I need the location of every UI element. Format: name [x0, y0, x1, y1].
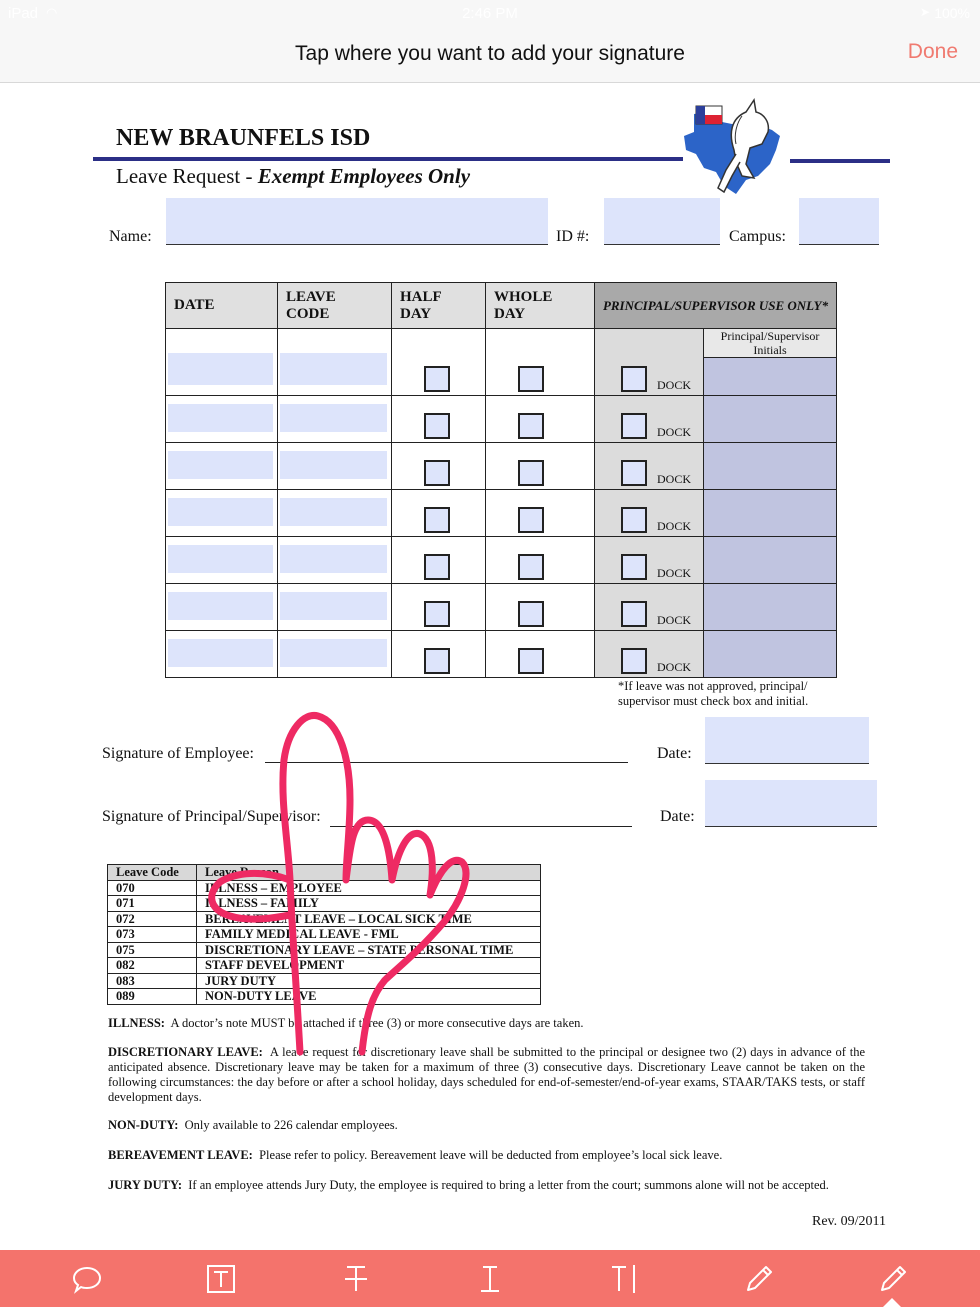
initials-field[interactable] [704, 490, 837, 537]
whole-day-checkbox[interactable] [518, 601, 544, 627]
leave-code-field[interactable] [280, 404, 387, 432]
table-row: 083 JURY DUTY [108, 973, 541, 989]
table-row: 071 ILLNESS – FAMILY [108, 896, 541, 912]
table-row [166, 490, 837, 537]
bereavement-policy: BEREAVEMENT LEAVE: Please refer to policy. Bereavement leave will be deducted from employee’s local sick leave. [108, 1148, 723, 1162]
table-row: 072 BEREAVEMENT LEAVE – LOCAL SICK TIME [108, 911, 541, 927]
text-box-icon[interactable] [204, 1262, 238, 1296]
leave-code-field[interactable] [280, 639, 387, 667]
selected-tool-indicator [883, 1298, 901, 1307]
initials-field[interactable] [704, 537, 837, 584]
comment-icon[interactable] [70, 1262, 104, 1296]
campus-field[interactable] [799, 198, 879, 245]
codes-header-code: Leave Code [108, 865, 197, 881]
nav-title: Tap where you want to add your signature [295, 42, 685, 65]
employee-signature-line[interactable] [265, 762, 628, 763]
name-field[interactable] [166, 198, 548, 245]
dock-checkbox[interactable] [621, 601, 647, 627]
half-day-checkbox[interactable] [424, 601, 450, 627]
whole-day-header: WHOLE DAY [486, 283, 595, 329]
signature-pen-icon[interactable] [876, 1262, 910, 1296]
battery-percent: 100% [934, 5, 970, 21]
half-day-checkbox[interactable] [424, 460, 450, 486]
dock-checkbox[interactable] [621, 366, 647, 392]
dock-checkbox[interactable] [621, 507, 647, 533]
done-button[interactable]: Done [907, 40, 958, 63]
insert-text-icon[interactable] [608, 1262, 642, 1296]
revision-label: Rev. 09/2011 [811, 1214, 886, 1229]
name-label: Name: [109, 228, 152, 245]
employee-signature-label: Signature of Employee: [102, 745, 254, 762]
text-cursor-icon[interactable] [473, 1262, 507, 1296]
whole-day-checkbox[interactable] [518, 413, 544, 439]
date-field[interactable] [168, 639, 273, 667]
pencil-icon[interactable] [742, 1262, 776, 1296]
leave-code-header: LEAVE CODE [278, 283, 392, 329]
initials-field[interactable] [704, 631, 837, 678]
campus-label: Campus: [729, 228, 786, 245]
table-row [166, 443, 837, 490]
dock-checkbox[interactable] [621, 413, 647, 439]
dock-label: DOCK [657, 566, 692, 580]
dock-checkbox[interactable] [621, 460, 647, 486]
initials-field[interactable] [704, 584, 837, 631]
strikethrough-icon[interactable] [339, 1262, 373, 1296]
dock-label: DOCK [657, 378, 692, 392]
document-subtitle: Leave Request - Exempt Employees Only [116, 164, 471, 188]
status-bar [0, 0, 980, 28]
approval-note: *If leave was not approved, principal/ supervisor must check box and initial. [618, 679, 809, 708]
dock-label: DOCK [657, 519, 692, 533]
document-title: NEW BRAUNFELS ISD [116, 125, 371, 151]
leave-codes-table [107, 864, 541, 1005]
whole-day-checkbox[interactable] [518, 366, 544, 392]
table-row [166, 396, 837, 443]
header-rule-right [790, 159, 890, 163]
date-field[interactable] [168, 545, 273, 573]
dock-checkbox[interactable] [621, 554, 647, 580]
supervisor-signature-line[interactable] [330, 826, 632, 827]
dock-checkbox[interactable] [621, 648, 647, 674]
discretionary-policy: DISCRETIONARY LEAVE: A leave request for discretionary leave shall be submitted to the principal or designee two (2) days in advance of the anticipated absence. Discretionary leave may be taken for a maximum of three (3) consecutive days. Discretionary Leave cannot be taken on the following circumstances: the day before or after a school holiday, days scheduled for end-of-semester/end-of-year exams, STAAR/TAKS tests, or staff development days. [108, 1045, 866, 1104]
codes-header-reason: Leave Reason [197, 865, 541, 881]
annotation-toolbar [0, 1250, 980, 1307]
device-label: iPad [8, 5, 39, 22]
date-field[interactable] [168, 498, 273, 526]
initials-field[interactable] [704, 396, 837, 443]
jury-duty-policy: JURY DUTY: If an employee attends Jury Duty, the employee is required to bring a letter from the court; summons alone will not be accepted. [108, 1178, 829, 1192]
initials-header: Principal/Supervisor Initials [704, 329, 837, 358]
header-rule [93, 157, 683, 161]
whole-day-checkbox[interactable] [518, 460, 544, 486]
supervisor-date-field[interactable] [705, 780, 877, 827]
half-day-header: HALF DAY [392, 283, 486, 329]
date-field[interactable] [168, 592, 273, 620]
id-label: ID #: [556, 228, 590, 245]
unicorn-logo [676, 92, 788, 212]
table-row: 089 NON-DUTY LEAVE [108, 989, 541, 1005]
date-field[interactable] [168, 353, 273, 385]
wifi-icon: ◠ [46, 5, 58, 20]
dock-label: DOCK [657, 660, 692, 674]
employee-date-label: Date: [657, 745, 692, 762]
leave-code-field[interactable] [280, 545, 387, 573]
whole-day-checkbox[interactable] [518, 648, 544, 674]
half-day-checkbox[interactable] [424, 554, 450, 580]
illness-policy: ILLNESS: A doctor’s note MUST be attached if three (3) or more consecutive days are taken. [108, 1016, 584, 1030]
dock-label: DOCK [657, 472, 692, 486]
supervisor-header: PRINCIPAL/SUPERVISOR USE ONLY* [595, 283, 837, 329]
whole-day-checkbox[interactable] [518, 507, 544, 533]
initials-field[interactable] [704, 443, 837, 490]
table-row: 070 ILLNESS – EMPLOYEE [108, 880, 541, 896]
nonduty-policy: NON-DUTY: Only available to 226 calendar employees. [108, 1118, 398, 1132]
dock-label: DOCK [657, 613, 692, 627]
supervisor-date-label: Date: [660, 808, 695, 825]
leave-table [165, 282, 837, 678]
leave-code-field[interactable] [280, 592, 387, 620]
id-field[interactable] [604, 198, 720, 245]
whole-day-checkbox[interactable] [518, 554, 544, 580]
clock: 2:46 PM [462, 5, 518, 22]
table-row: 073 FAMILY MEDICAL LEAVE - FML [108, 927, 541, 943]
table-row [166, 631, 837, 678]
date-field[interactable] [168, 404, 273, 432]
leave-code-field[interactable] [280, 353, 387, 385]
half-day-checkbox[interactable] [424, 413, 450, 439]
table-row [166, 537, 837, 584]
date-field[interactable] [168, 451, 273, 479]
location-icon: ➤ [919, 5, 930, 19]
date-header: DATE [166, 283, 278, 329]
table-row: 075 DISCRETIONARY LEAVE – STATE PERSONAL TIME [108, 942, 541, 958]
supervisor-signature-label: Signature of Principal/Supervisor: [102, 808, 321, 825]
half-day-checkbox[interactable] [424, 507, 450, 533]
navigation-bar [0, 28, 980, 83]
initials-field[interactable] [704, 358, 837, 396]
dock-label: DOCK [657, 425, 692, 439]
table-row [166, 584, 837, 631]
leave-code-field[interactable] [280, 451, 387, 479]
table-row [166, 329, 278, 396]
employee-date-field[interactable] [705, 717, 869, 764]
table-row: 082 STAFF DEVELOPMENT [108, 958, 541, 974]
half-day-checkbox[interactable] [424, 366, 450, 392]
half-day-checkbox[interactable] [424, 648, 450, 674]
leave-code-field[interactable] [280, 498, 387, 526]
